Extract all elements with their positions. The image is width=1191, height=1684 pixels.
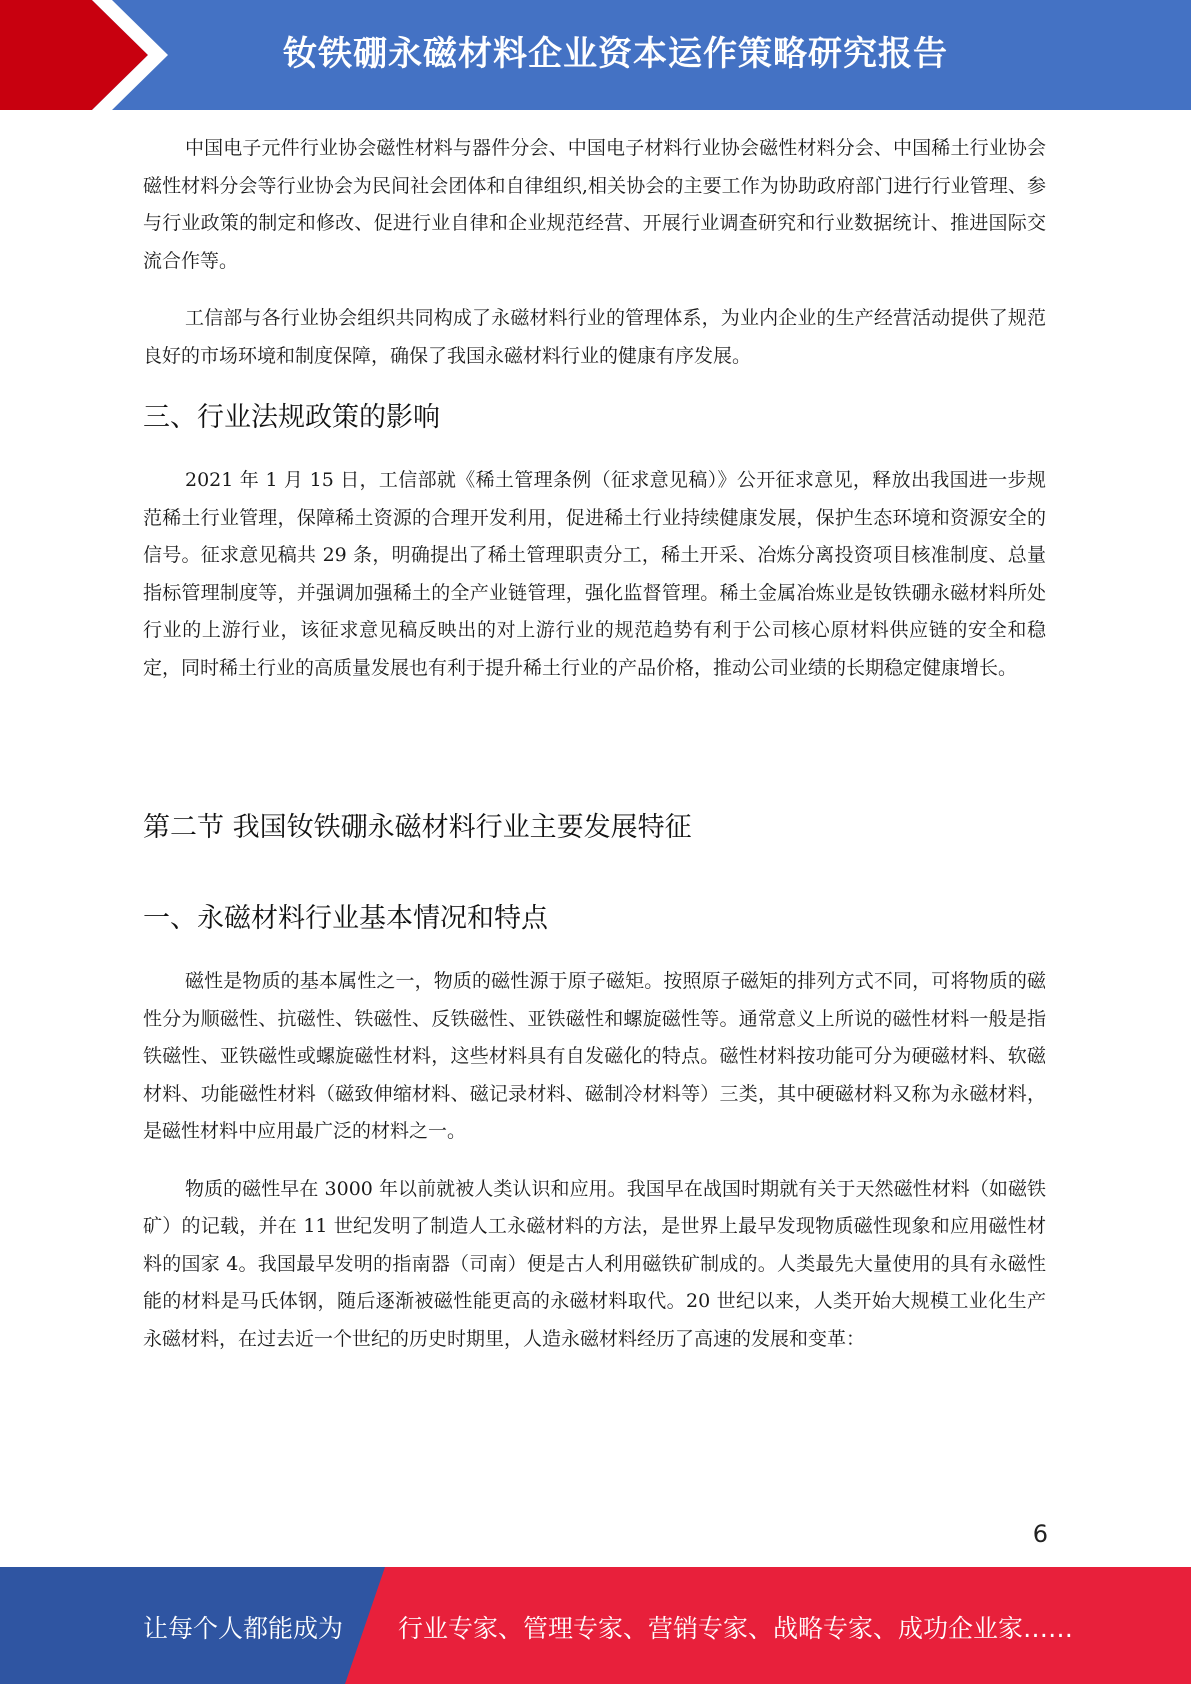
paragraph-rare-earth-regulation: 2021 年 1 月 15 日，工信部就《稀土管理条例（征求意见稿）》公开征求意见，释放出我国进一步规范稀土行业管理，保障稀土资源的合理开发利用，促进稀土行业持续健康发展，保护生态环境和资源安全的信号。征求意见稿共 29 条，明确提出了稀土管理职责分工，稀土开采、冶炼分离投资项目核准制度、总量指标管理制度等，并强调加强稀土的全产业链管理，强化监督管理。稀土金属冶炼业是钕铁硼永磁材料所处行业的上游行业，该征求意见稿反映出的对上游行业的规范趋势有利于公司核心原材料供应链的安全和稳定，同时稀土行业的高质量发展也有利于提升稀土行业的产品价格，推动公司业绩的长期稳定健康增长。 bbox=[143, 469, 1046, 679]
paragraph-management-system: 工信部与各行业协会组织共同构成了永磁材料行业的管理体系，为业内企业的生产经营活动提供了规范良好的市场环境和制度保障，确保了我国永磁材料行业的健康有序发展。 bbox=[143, 307, 1046, 367]
heading-basic-situation: 一、永磁材料行业基本情况和特点 bbox=[143, 903, 548, 934]
page-number: 6 bbox=[1032, 1520, 1048, 1548]
page-footer bbox=[0, 1567, 1191, 1684]
report-body bbox=[143, 130, 1046, 1358]
paragraph-industry-associations: 中国电子元件行业协会磁性材料与器件分会、中国电子材料行业协会磁性材料分会、中国稀土行业协会磁性材料分会等行业协会为民间社会团体和自律组织,相关协会的主要工作为协助政府部门进行行业管理、参与行业政策的制定和修改、促进行业自律和企业规范经营、开展行业调查研究和行业数据统计、推进国际交流合作等。 bbox=[143, 137, 1046, 272]
report-title: 钕铁硼永磁材料企业资本运作策略研究报告 bbox=[283, 34, 948, 74]
page-header bbox=[0, 0, 1191, 110]
paragraph-magnetism-basics: 磁性是物质的基本属性之一，物质的磁性源于原子磁矩。按照原子磁矩的排列方式不同，可将物质的磁性分为顺磁性、抗磁性、铁磁性、反铁磁性、亚铁磁性和螺旋磁性等。通常意义上所说的磁性材料一般是指铁磁性、亚铁磁性或螺旋磁性材料，这些材料具有自发磁化的特点。磁性材料按功能可分为硬磁材料、软磁材料、功能磁性材料（磁致伸缩材料、磁记录材料、磁制冷材料等）三类，其中硬磁材料又称为永磁材料，是磁性材料中应用最广泛的材料之一。 bbox=[143, 970, 1046, 1142]
paragraph-magnetism-history: 物质的磁性早在 3000 年以前就被人类认识和应用。我国早在战国时期就有关于天然磁性材料（如磁铁矿）的记载，并在 11 世纪发明了制造人工永磁材料的方法，是世界上最早发现物质磁性现象和应用磁性材料的国家 4。我国最早发明的指南器（司南）便是古人利用磁铁矿制成的。人类最先大量使用的具有永磁性能的材料是马氏体钢，随后逐渐被磁性能更高的永磁材料取代。20 世纪以来，人类开始大规模工业化生产永磁材料，在过去近一个世纪的历史时期里，人造永磁材料经历了高速的发展和变革： bbox=[143, 1177, 1046, 1350]
heading-policy-impact: 三、行业法规政策的影响 bbox=[143, 402, 440, 433]
footer-slogan-left: 让每个人都能成为 bbox=[143, 1614, 344, 1643]
footer-slogan-right: 行业专家、管理专家、营销专家、战略专家、成功企业家…… bbox=[398, 1614, 1074, 1643]
section-title: 第二节 我国钕铁硼永磁材料行业主要发展特征 bbox=[143, 812, 692, 843]
